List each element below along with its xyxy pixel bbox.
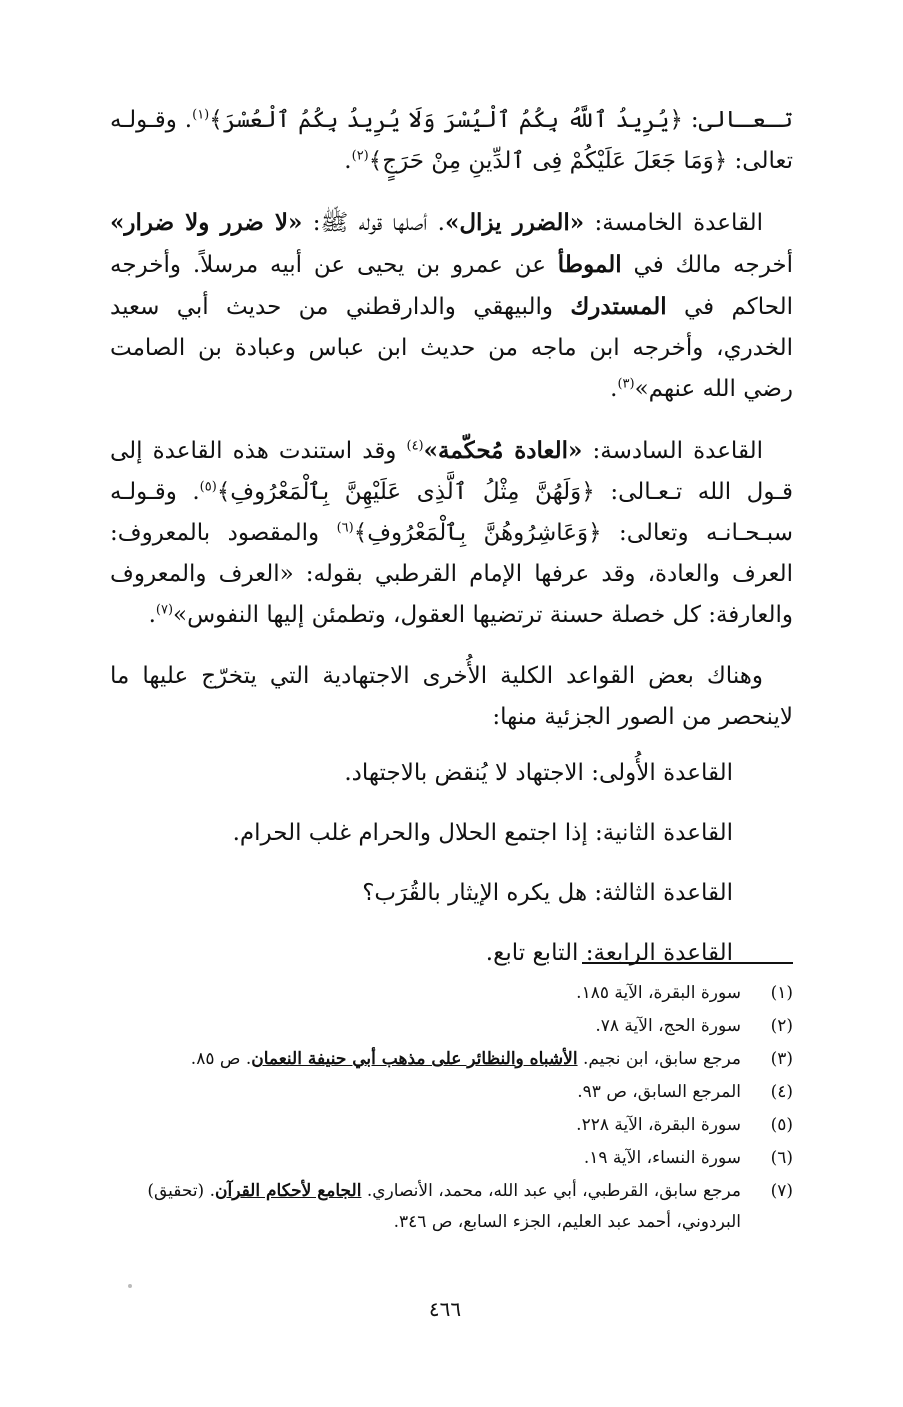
footnote-item xyxy=(110,1110,793,1141)
scan-speck xyxy=(128,1284,132,1288)
footnote-number: (٦) xyxy=(770,1148,793,1168)
page-body xyxy=(110,100,793,998)
footnote-item xyxy=(110,1176,793,1238)
text-run: مرجع سابق، القرطبي، أبي عبد الله، محمد، الأنصاري. xyxy=(361,1181,741,1201)
quran-verse: ﴿وَلَهُنَّ مِثْلُ ٱلَّذِى عَلَيْهِنَّ بِٱلْمَعْرُوفِ﴾ xyxy=(216,479,595,505)
footnote-text xyxy=(110,1176,741,1238)
footnote-item xyxy=(110,1143,793,1174)
text-run: مرجع سابق، ابن نجيم. xyxy=(577,1049,741,1069)
text-run: . xyxy=(148,602,156,628)
rule-item: القاعدة الرابعة: التابع تابع. xyxy=(485,940,733,966)
rule-title: «الضرر يزال» xyxy=(444,209,585,236)
text-run: . وقـولـه سبـحـانـه وتعالى: xyxy=(110,479,793,546)
paragraph-other-rules: وهناك بعض القواعد الكلية الأُخرى الاجتهادية التي يتخرّج عليها ما لاينحصر من الصور الجزئية منها: xyxy=(110,663,793,730)
footnote-text: سورة الحج، الآية ٧٨. xyxy=(595,1016,741,1036)
book-title: الموطأ xyxy=(557,251,622,278)
book-title: الأشباه والنظائر على مذهب أبي حنيفة النعمان xyxy=(251,1049,578,1069)
footnote-number: (٧) xyxy=(770,1181,793,1201)
paragraph-rule-five xyxy=(110,202,793,410)
footnote-text: سورة البقرة، الآية ١٨٥. xyxy=(576,983,741,1003)
rule-title: «العادة مُحكّمة» xyxy=(423,437,583,464)
footnote-item xyxy=(110,1044,793,1075)
footnote-number: (١) xyxy=(770,983,793,1003)
hadith-quote: «لا ضرر ولا ضرار» xyxy=(110,209,303,236)
footnote-ref[interactable]: (٤) xyxy=(406,438,424,454)
footnote-ref[interactable]: (٣) xyxy=(617,376,635,392)
footnote-number: (٥) xyxy=(770,1115,793,1135)
text-run: أخرجه مالك في xyxy=(621,252,793,278)
footnote-divider xyxy=(582,962,793,964)
footnote-item xyxy=(110,1077,793,1108)
text-run: . أصلها قوله ﷺ: xyxy=(302,210,445,236)
footnotes xyxy=(110,978,793,1240)
text-run: والبيهقي والدارقطني من حديث أبي سعيد الخدري، وأخرجه ابن ماجه من حديث ابن عباس وعبادة بن الصامت رضي الله عنهم» xyxy=(110,294,793,402)
rule-item: القاعدة الأُولى: الاجتهاد لا يُنقض بالاجتهاد. xyxy=(344,760,733,786)
text-run: تـعـالى: xyxy=(682,107,794,133)
text-run: . (تحقيق) البردوني، أحمد عبد العليم، الجزء السابع، ص ٣٤٦. xyxy=(147,1181,741,1232)
book-title: المستدرك xyxy=(570,293,667,320)
paragraph-verses xyxy=(110,100,793,182)
text-run: . وقـولـه تعالى: xyxy=(110,107,793,174)
footnote-number: (٢) xyxy=(770,1016,793,1036)
footnote-text: سورة النساء، الآية ١٩. xyxy=(583,1148,741,1168)
footnote-ref[interactable]: (٧) xyxy=(155,602,174,618)
rule-item: القاعدة الثالثة: هل يكره الإيثار بالقُرَب؟ xyxy=(362,880,733,906)
footnote-ref[interactable]: (٢) xyxy=(351,148,369,164)
footnote-number: (٤) xyxy=(770,1082,793,1102)
footnote-item xyxy=(110,1011,793,1042)
text-run: . xyxy=(610,376,618,402)
quran-verse: ﴿وَعَاشِرُوهُنَّ بِٱلْمَعْرُوفِ﴾ xyxy=(353,520,602,546)
quran-verse: ﴿وَمَا جَعَلَ عَلَيْكُمْ فِى ٱلدِّينِ مِنْ حَرَجٍ﴾ xyxy=(368,148,728,174)
footnote-ref[interactable]: (٥) xyxy=(199,479,217,495)
footnote-item xyxy=(110,978,793,1009)
text-run: . xyxy=(344,148,352,174)
text-run: عن عمرو بن يحيى عن أبيه مرسلاً. وأخرجه الحاكم في xyxy=(110,252,793,320)
quran-verse: ﴿يُرِيدُ ٱللَّهُ بِكُمُ ٱلْيُسْرَ وَلَا يُرِيدُ بِكُمُ ٱلْعُسْرَ﴾ xyxy=(209,107,683,133)
footnote-ref[interactable]: (٦) xyxy=(336,520,354,536)
footnote-number: (٣) xyxy=(770,1049,793,1069)
footnote-ref[interactable]: (١) xyxy=(192,107,210,123)
footnote-text: سورة البقرة، الآية ٢٢٨. xyxy=(576,1115,741,1135)
text-run: القاعدة الخامسة: xyxy=(584,210,763,236)
text-run: وقد استندت هذه القاعدة إلى قـول الله تـعـالى: xyxy=(110,438,794,505)
footnote-text: المرجع السابق، ص ٩٣. xyxy=(577,1082,741,1102)
footnote-text xyxy=(110,1044,741,1075)
page-number: ٤٦٦ xyxy=(428,1297,462,1321)
paragraph-rule-six xyxy=(110,430,793,636)
book-title: الجامع لأحكام القرآن xyxy=(215,1181,362,1201)
text-run: القاعدة السادسة: xyxy=(582,438,763,464)
text-run: . ص ٨٥. xyxy=(190,1049,252,1069)
text-run: والمقصود بالمعروف: العرف والعادة، وقد عرفها الإمام القرطبي بقوله: «العرف والمعروف والعارفة: كل خصلة حسنة ترتضيها العقول، وتطمئن إليها النفوس» xyxy=(110,520,793,628)
rule-item: القاعدة الثانية: إذا اجتمع الحلال والحرام غلب الحرام. xyxy=(232,820,733,846)
